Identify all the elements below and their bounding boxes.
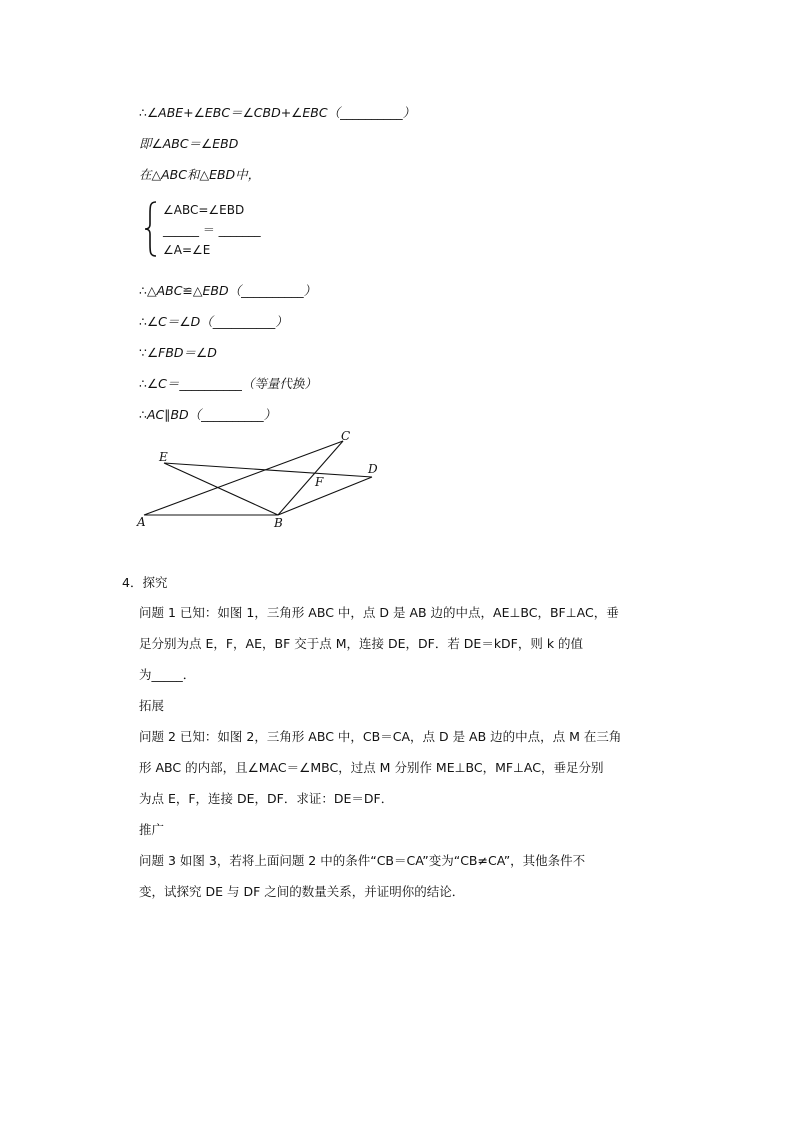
proof-line-2: 即∠ABC＝∠EBD [139,136,239,151]
q2-line-3: 为点 E，F，连接 DE，DF．求证：DE＝DF． [139,791,394,806]
proof-line-1: ∴∠ABE+∠EBC＝∠CBD+∠EBC（__________） [139,105,416,120]
label-F: F [315,475,324,489]
segment-AC [144,441,343,515]
segment-BC [278,441,343,515]
proof-line-6: ∵∠FBD＝∠D [139,345,217,360]
segment-BD [278,477,372,515]
label-D: D [368,462,378,476]
label-E: E [159,450,168,464]
q2-line-2: 形 ABC 的内部，且∠MAC＝∠MBC，过点 M 分别作 ME⊥BC，MF⊥AC，垂足分别 [139,760,604,775]
q3-line-2: 变，试探究 DE 与 DF 之间的数量关系，并证明你的结论． [139,884,465,899]
generalization-heading: 推广 [139,822,165,837]
proof-line-4: ∴△ABC≌△EBD（__________） [139,283,317,298]
q1-line-3: 为_____． [139,667,196,682]
proof-line-5: ∴∠C＝∠D（__________） [139,314,288,329]
segment-EB [164,463,278,515]
q3-line-1: 问题 3 如图 3，若将上面问题 2 中的条件“CB＝CA”变为“CB≠CA”，其他条件不 [139,853,586,868]
proof-line-7: ∴∠C＝__________（等量代换） [139,376,317,391]
geometry-figure [134,426,394,536]
label-B: B [274,516,283,530]
system-row-1: ∠ABC=∠EBD [163,203,245,217]
q2-line-1: 问题 2 已知：如图 2，三角形 ABC 中，CB＝CA，点 D 是 AB 边的中点，点 M 在三角 [139,729,622,744]
label-C: C [341,429,351,443]
q1-line-2: 足分别为点 E，F，AE，BF 交于点 M，连接 DE，DF．若 DE＝kDF，则 k 的值 [139,636,584,651]
label-A: A [137,515,146,529]
proof-line-3: 在△ABC和△EBD中， [139,167,261,182]
q1-line-1: 问题 1 已知：如图 1，三角形 ABC 中，点 D 是 AB 边的中点，AE⊥BC，BF⊥AC，垂 [139,605,619,620]
problem-4-heading: 4．探究 [122,575,168,590]
extension-heading: 拓展 [139,698,165,713]
system-row-2: ______ ＝ _______ [163,223,261,237]
left-brace-icon [144,200,158,258]
proof-line-8: ∴AC∥BD（__________） [139,407,277,422]
segment-ED [164,463,372,477]
system-row-3: ∠A=∠E [163,243,211,257]
